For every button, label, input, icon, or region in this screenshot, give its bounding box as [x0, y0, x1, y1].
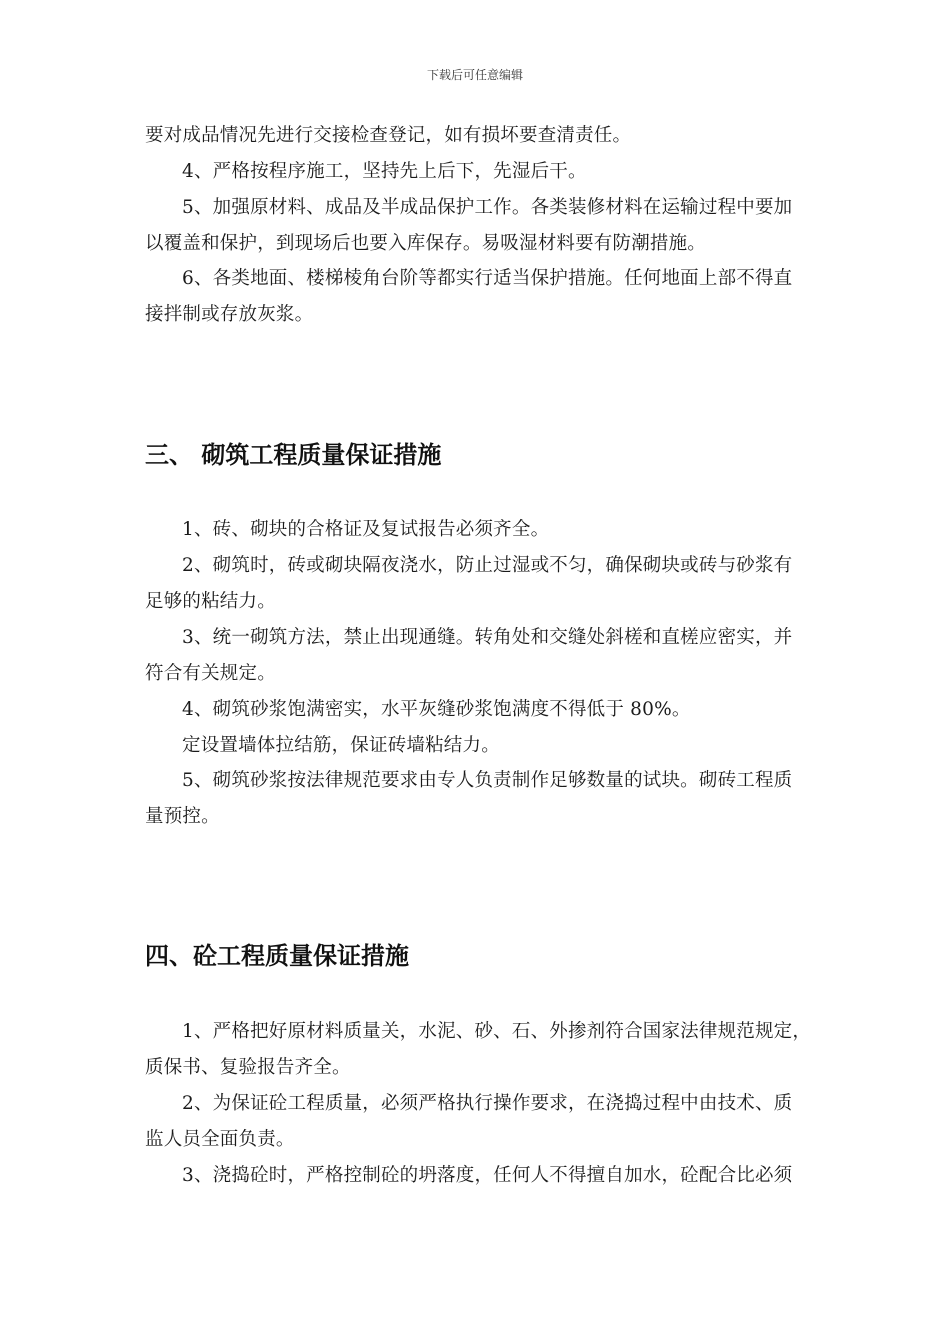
paragraph-line: 质保书、复验报告齐全。: [145, 1057, 351, 1078]
section-heading-masonry: 三、 砌筑工程质量保证措施: [145, 441, 442, 469]
paragraph-line: 量预控。: [145, 806, 220, 827]
paragraph-line: 5、砌筑砂浆按法律规范要求由专人负责制作足够数量的试块。砌砖工程质: [182, 770, 793, 791]
paragraph-line: 2、为保证砼工程质量，必须严格执行操作要求，在浇捣过程中由技术、质: [182, 1093, 793, 1114]
paragraph-line: 接拌制或存放灰浆。: [145, 304, 314, 325]
paragraph-line: 监人员全面负责。: [145, 1129, 295, 1150]
paragraph-line: 要对成品情况先进行交接检查登记，如有损坏要查清责任。: [145, 125, 632, 146]
paragraph-line: 符合有关规定。: [145, 663, 276, 684]
paragraph-line: 定设置墙体拉结筋，保证砖墙粘结力。: [182, 735, 500, 756]
paragraph-line: 3、统一砌筑方法，禁止出现通缝。转角处和交缝处斜槎和直槎应密实，并: [182, 627, 793, 648]
paragraph-line: 以覆盖和保护，到现场后也要入库保存。易吸湿材料要有防潮措施。: [145, 233, 707, 254]
paragraph-line: 足够的粘结力。: [145, 591, 276, 612]
paragraph-line: 6、各类地面、楼梯棱角台阶等都实行适当保护措施。任何地面上部不得直: [182, 268, 793, 289]
paragraph-line: 4、严格按程序施工，坚持先上后下，先湿后干。: [182, 161, 587, 182]
paragraph-line: 4、砌筑砂浆饱满密实，水平灰缝砂浆饱满度不得低于 80%。: [182, 699, 691, 720]
page-header-note: 下载后可任意编辑: [426, 68, 523, 82]
paragraph-line: 2、砌筑时，砖或砌块隔夜浇水，防止过湿或不匀，确保砌块或砖与砂浆有: [182, 555, 793, 576]
paragraph-line: 1、严格把好原材料质量关，水泥、砂、石、外掺剂符合国家法律规范规定，: [182, 1021, 812, 1042]
paragraph-line: 1、砖、砌块的合格证及复试报告必须齐全。: [182, 519, 550, 540]
paragraph-line: 5、加强原材料、成品及半成品保护工作。各类装修材料在运输过程中要加: [182, 197, 793, 218]
section-heading-concrete: 四、砼工程质量保证措施: [145, 942, 409, 970]
paragraph-line: 3、浇捣砼时，严格控制砼的坍落度，任何人不得擅自加水，砼配合比必须: [182, 1165, 793, 1186]
